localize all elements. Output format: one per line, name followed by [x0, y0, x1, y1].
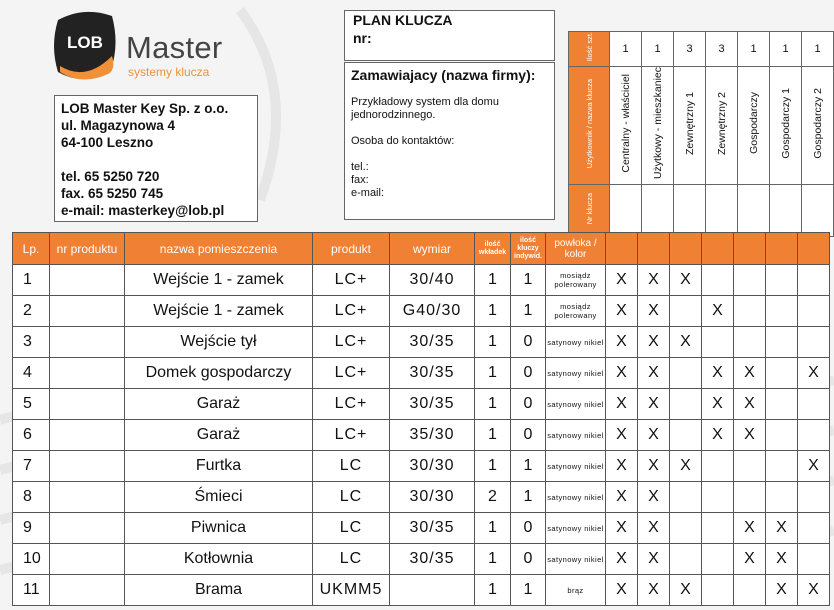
row-ilosc-wkladek: 1	[475, 358, 511, 389]
firm-line1: Przykładowy system dla domu	[351, 96, 499, 108]
row-powloka: satynowy nikiel	[546, 389, 606, 420]
row-key-mark-4: X	[702, 358, 734, 389]
row-ilosc-kluczy: 1	[511, 296, 546, 327]
col-key-3	[670, 233, 702, 265]
row-key-mark-6	[766, 358, 798, 389]
row-ilosc-wkladek: 1	[475, 575, 511, 606]
row-produkt: LC	[313, 482, 390, 513]
table-row	[13, 358, 830, 389]
key-nr-2[interactable]	[642, 185, 674, 237]
row-powloka: mosiądz polerowany	[546, 265, 606, 296]
row-ilosc-wkladek: 1	[475, 265, 511, 296]
company-fax: fax. 65 5250 745	[61, 186, 164, 201]
row-key-mark-7	[798, 544, 830, 575]
col-key-1	[606, 233, 638, 265]
row-produkt: LC+	[313, 327, 390, 358]
row-key-mark-7: X	[798, 358, 830, 389]
row-key-mark-7	[798, 265, 830, 296]
row-nazwa: Piwnica	[125, 513, 313, 544]
table-row	[13, 513, 830, 544]
row-ilosc-wkladek: 1	[475, 327, 511, 358]
logo-tagline: systemy klucza	[128, 65, 210, 79]
row-key-mark-1: X	[606, 544, 638, 575]
row-key-mark-5	[734, 327, 766, 358]
row-key-mark-1: X	[606, 482, 638, 513]
row-powloka: mosiądz polerowany	[546, 296, 606, 327]
row-nazwa: Garaż	[125, 420, 313, 451]
row-nazwa: Kotłownia	[125, 544, 313, 575]
row-key-mark-3	[670, 296, 702, 327]
company-street: ul. Magazynowa 4	[61, 118, 176, 133]
plan-nr-label: nr:	[353, 30, 372, 46]
key-grid	[568, 31, 834, 237]
row-lp: 7	[13, 451, 50, 482]
row-key-mark-2: X	[638, 296, 670, 327]
firm-line2: jednorodzinnego.	[351, 109, 436, 121]
company-city: 64-100 Leszno	[61, 135, 154, 150]
row-key-mark-1: X	[606, 327, 638, 358]
row-key-mark-2: X	[638, 544, 670, 575]
row-key-mark-6: X	[766, 513, 798, 544]
row-nr-produktu	[50, 420, 125, 451]
row-key-mark-3: X	[670, 451, 702, 482]
row-powloka: brąz	[546, 575, 606, 606]
row-nr-produktu	[50, 513, 125, 544]
row-key-mark-7: X	[798, 451, 830, 482]
row-nr-produktu	[50, 296, 125, 327]
row-nazwa: Garaż	[125, 389, 313, 420]
row-key-mark-6	[766, 420, 798, 451]
row-key-mark-1: X	[606, 358, 638, 389]
row-key-mark-6: X	[766, 575, 798, 606]
row-lp: 3	[13, 327, 50, 358]
row-key-mark-5: X	[734, 420, 766, 451]
row-ilosc-wkladek: 2	[475, 482, 511, 513]
row-key-mark-4	[702, 544, 734, 575]
row-key-mark-2: X	[638, 358, 670, 389]
row-key-mark-3	[670, 482, 702, 513]
row-nr-produktu	[50, 451, 125, 482]
row-key-mark-2: X	[638, 482, 670, 513]
row-lp: 10	[13, 544, 50, 575]
row-ilosc-wkladek: 1	[475, 420, 511, 451]
row-key-mark-6	[766, 327, 798, 358]
logo-badge-text: LOB	[67, 33, 103, 52]
row-key-mark-2: X	[638, 513, 670, 544]
row-key-mark-1: X	[606, 296, 638, 327]
row-ilosc-kluczy: 0	[511, 513, 546, 544]
row-key-mark-5	[734, 482, 766, 513]
row-key-mark-5: X	[734, 513, 766, 544]
col-produkt: produkt	[313, 233, 390, 265]
row-key-mark-5	[734, 296, 766, 327]
col-ilosc-wkladek: ilość wkładek	[475, 233, 511, 265]
row-nazwa: Brama	[125, 575, 313, 606]
firm-box	[344, 62, 555, 220]
lob-badge-icon	[50, 8, 120, 82]
key-count-header: Ilość szt.	[569, 32, 610, 67]
plan-box	[344, 10, 555, 61]
row-ilosc-kluczy: 1	[511, 265, 546, 296]
row-lp: 2	[13, 296, 50, 327]
row-ilosc-kluczy: 1	[511, 451, 546, 482]
row-key-mark-4: X	[702, 296, 734, 327]
row-nazwa: Domek gospodarczy	[125, 358, 313, 389]
row-lp: 9	[13, 513, 50, 544]
col-ilosc-kluczy: ilość kluczy indywid.	[511, 233, 546, 265]
row-lp: 11	[13, 575, 50, 606]
key-name-6: Gospodarczy 1	[770, 67, 802, 185]
lob-master-logo	[50, 8, 240, 88]
row-key-mark-4: X	[702, 420, 734, 451]
key-name-2: Użytkowy - mieszkaniec	[642, 67, 674, 185]
row-key-mark-3	[670, 544, 702, 575]
row-powloka: satynowy nikiel	[546, 420, 606, 451]
col-key-5	[734, 233, 766, 265]
row-key-mark-7	[798, 327, 830, 358]
row-wymiar	[390, 575, 475, 606]
table-row	[13, 389, 830, 420]
col-powloka: powłoka / kolor	[546, 233, 606, 265]
row-lp: 4	[13, 358, 50, 389]
row-key-mark-6	[766, 482, 798, 513]
row-key-mark-5: X	[734, 544, 766, 575]
row-ilosc-wkladek: 1	[475, 544, 511, 575]
col-nazwa: nazwa pomieszczenia	[125, 233, 313, 265]
col-key-6	[766, 233, 798, 265]
row-nazwa: Wejście 1 - zamek	[125, 296, 313, 327]
row-nazwa: Wejście tył	[125, 327, 313, 358]
row-nazwa: Śmieci	[125, 482, 313, 513]
key-count-1: 1	[610, 32, 642, 67]
firm-tel-label: tel.:	[351, 161, 369, 173]
table-row	[13, 265, 830, 296]
key-nr-1[interactable]	[610, 185, 642, 237]
row-nr-produktu	[50, 358, 125, 389]
row-produkt: LC	[313, 513, 390, 544]
row-key-mark-6	[766, 389, 798, 420]
table-row	[13, 420, 830, 451]
row-key-mark-3	[670, 420, 702, 451]
row-nazwa: Furtka	[125, 451, 313, 482]
firm-contact-label: Osoba do kontaktów:	[351, 135, 455, 147]
company-info-box	[54, 95, 258, 222]
row-nr-produktu	[50, 575, 125, 606]
row-key-mark-2: X	[638, 327, 670, 358]
row-key-mark-6	[766, 265, 798, 296]
row-wymiar: 30/35	[390, 358, 475, 389]
row-produkt: LC+	[313, 420, 390, 451]
row-nr-produktu	[50, 544, 125, 575]
key-name-7: Gospodarczy 2	[802, 67, 834, 185]
row-key-mark-2: X	[638, 420, 670, 451]
row-produkt: UKMM5	[313, 575, 390, 606]
row-lp: 8	[13, 482, 50, 513]
row-key-mark-5: X	[734, 358, 766, 389]
col-key-2	[638, 233, 670, 265]
row-ilosc-kluczy: 0	[511, 327, 546, 358]
row-powloka: satynowy nikiel	[546, 327, 606, 358]
key-count-6: 1	[770, 32, 802, 67]
row-ilosc-kluczy: 0	[511, 420, 546, 451]
table-row	[13, 482, 830, 513]
col-key-7	[798, 233, 830, 265]
company-email[interactable]: e-mail: masterkey@lob.pl	[61, 203, 225, 218]
plan-title: PLAN KLUCZA	[353, 12, 453, 28]
row-key-mark-7	[798, 513, 830, 544]
table-row	[13, 296, 830, 327]
firm-fax-label: fax:	[351, 174, 369, 186]
row-wymiar: 30/30	[390, 451, 475, 482]
key-user-header: Użytkownik / nazwa klucza	[569, 67, 610, 185]
row-key-mark-3	[670, 389, 702, 420]
row-key-mark-3: X	[670, 575, 702, 606]
row-produkt: LC+	[313, 358, 390, 389]
row-key-mark-4	[702, 513, 734, 544]
row-key-mark-3	[670, 513, 702, 544]
key-name-4: Zewnętrzny 2	[706, 67, 738, 185]
row-nazwa: Wejście 1 - zamek	[125, 265, 313, 296]
row-key-mark-1: X	[606, 420, 638, 451]
row-key-mark-4	[702, 482, 734, 513]
row-key-mark-2: X	[638, 389, 670, 420]
table-row	[13, 544, 830, 575]
row-key-mark-5	[734, 451, 766, 482]
row-produkt: LC+	[313, 265, 390, 296]
row-key-mark-4	[702, 327, 734, 358]
row-ilosc-kluczy: 0	[511, 544, 546, 575]
row-ilosc-wkladek: 1	[475, 296, 511, 327]
row-key-mark-3	[670, 358, 702, 389]
key-plan-table	[12, 232, 830, 606]
col-wymiar: wymiar	[390, 233, 475, 265]
row-key-mark-7	[798, 420, 830, 451]
row-key-mark-4	[702, 265, 734, 296]
company-tel: tel. 65 5250 720	[61, 169, 160, 184]
row-key-mark-5: X	[734, 389, 766, 420]
row-key-mark-7	[798, 296, 830, 327]
row-ilosc-wkladek: 1	[475, 389, 511, 420]
key-nr-6[interactable]	[770, 185, 802, 237]
key-nr-header: Nr klucza	[569, 185, 610, 237]
row-key-mark-7	[798, 389, 830, 420]
row-key-mark-6	[766, 296, 798, 327]
firm-email-label: e-mail:	[351, 187, 385, 199]
key-name-5: Gospodarczy	[738, 67, 770, 185]
key-count-2: 1	[642, 32, 674, 67]
row-lp: 6	[13, 420, 50, 451]
row-key-mark-1: X	[606, 513, 638, 544]
table-row	[13, 451, 830, 482]
row-key-mark-7	[798, 482, 830, 513]
row-nr-produktu	[50, 327, 125, 358]
row-key-mark-2: X	[638, 265, 670, 296]
row-ilosc-kluczy: 1	[511, 575, 546, 606]
row-powloka: satynowy nikiel	[546, 513, 606, 544]
row-key-mark-2: X	[638, 451, 670, 482]
row-key-mark-4	[702, 451, 734, 482]
col-nr-produktu: nr produktu	[50, 233, 125, 265]
key-nr-3[interactable]	[674, 185, 706, 237]
row-key-mark-6	[766, 451, 798, 482]
row-wymiar: 30/35	[390, 389, 475, 420]
row-ilosc-kluczy: 0	[511, 358, 546, 389]
row-key-mark-4: X	[702, 389, 734, 420]
row-wymiar: 30/35	[390, 513, 475, 544]
row-key-mark-3: X	[670, 327, 702, 358]
row-powloka: satynowy nikiel	[546, 358, 606, 389]
row-key-mark-1: X	[606, 451, 638, 482]
row-key-mark-4	[702, 575, 734, 606]
row-wymiar: 30/30	[390, 482, 475, 513]
row-lp: 1	[13, 265, 50, 296]
row-ilosc-kluczy: 1	[511, 482, 546, 513]
row-wymiar: 30/35	[390, 544, 475, 575]
row-key-mark-3: X	[670, 265, 702, 296]
key-name-1: Centralny - właściciel	[610, 67, 642, 185]
key-count-5: 1	[738, 32, 770, 67]
row-key-mark-1: X	[606, 575, 638, 606]
row-key-mark-7: X	[798, 575, 830, 606]
key-count-4: 3	[706, 32, 738, 67]
key-count-3: 3	[674, 32, 706, 67]
row-lp: 5	[13, 389, 50, 420]
row-key-mark-5	[734, 575, 766, 606]
logo-wordmark: Master	[126, 30, 223, 65]
row-nr-produktu	[50, 389, 125, 420]
row-produkt: LC+	[313, 389, 390, 420]
table-body	[13, 265, 830, 606]
key-nr-7[interactable]	[802, 185, 834, 237]
row-wymiar: G40/30	[390, 296, 475, 327]
row-wymiar: 30/40	[390, 265, 475, 296]
row-key-mark-1: X	[606, 265, 638, 296]
key-nr-5[interactable]	[738, 185, 770, 237]
key-nr-4[interactable]	[706, 185, 738, 237]
table-row	[13, 575, 830, 606]
row-ilosc-kluczy: 0	[511, 389, 546, 420]
col-lp: Lp.	[13, 233, 50, 265]
row-key-mark-2: X	[638, 575, 670, 606]
row-produkt: LC	[313, 544, 390, 575]
key-count-7: 1	[802, 32, 834, 67]
col-key-4	[702, 233, 734, 265]
row-key-mark-5	[734, 265, 766, 296]
row-produkt: LC	[313, 451, 390, 482]
row-powloka: satynowy nikiel	[546, 451, 606, 482]
key-name-3: Zewnętrzny 1	[674, 67, 706, 185]
row-produkt: LC+	[313, 296, 390, 327]
row-ilosc-wkladek: 1	[475, 451, 511, 482]
row-wymiar: 30/35	[390, 327, 475, 358]
row-powloka: satynowy nikiel	[546, 482, 606, 513]
row-nr-produktu	[50, 482, 125, 513]
company-name: LOB Master Key Sp. z o.o.	[61, 101, 229, 116]
row-nr-produktu	[50, 265, 125, 296]
firm-title: Zamawiajacy (nazwa firmy):	[351, 67, 536, 83]
row-key-mark-6: X	[766, 544, 798, 575]
row-ilosc-wkladek: 1	[475, 513, 511, 544]
row-key-mark-1: X	[606, 389, 638, 420]
row-powloka: satynowy nikiel	[546, 544, 606, 575]
table-row	[13, 327, 830, 358]
row-wymiar: 35/30	[390, 420, 475, 451]
